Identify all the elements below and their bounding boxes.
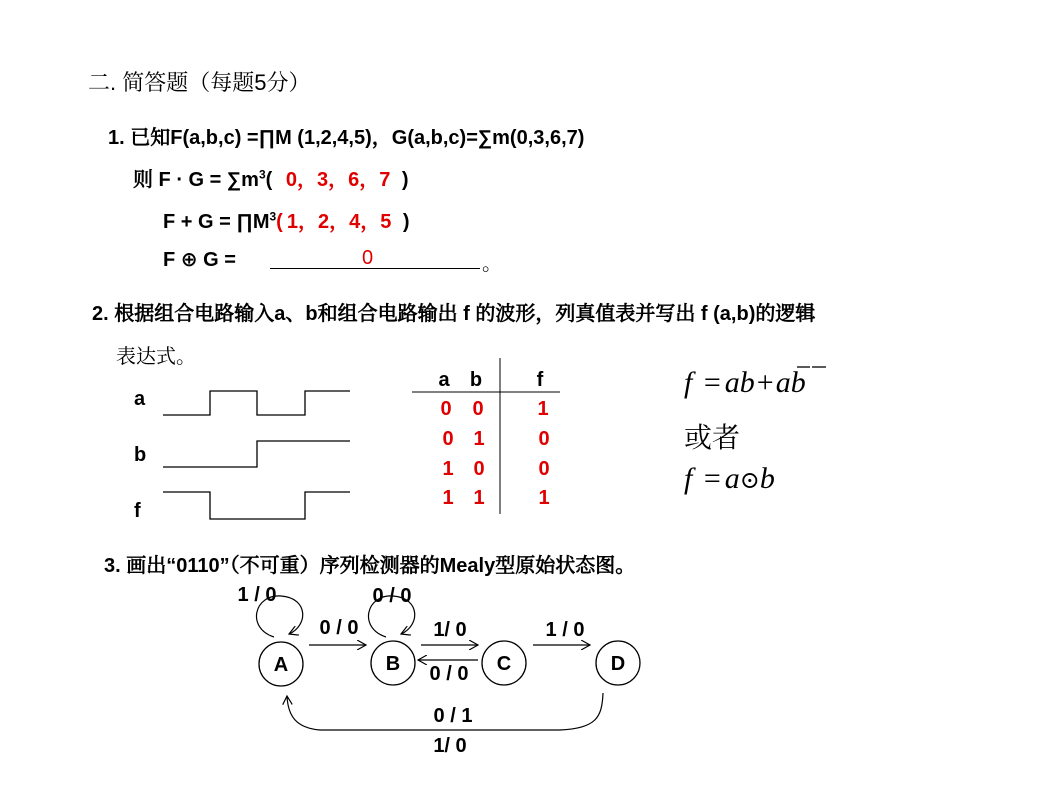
q1-fg-product-label: 则 F · G = ∑m [133,169,259,191]
label-c-to-b: 0 / 0 [429,663,469,685]
waveform-label-f: f [134,500,141,522]
q1-fg-sum-answer: 1，2，4，5 [286,211,392,233]
q3-text: 画出“0110”（不可重）序列检测器的Mealy型原始状态图。 [126,555,636,577]
expr1-term1: ab [724,366,755,399]
truth-cell-r2-a: 1 [442,458,454,480]
truth-cell-r2-b: 0 [473,458,485,480]
q1-fg-xor-suffix: 。 [482,253,502,275]
expression-1 [684,366,806,400]
q3-line [104,549,635,578]
q2-number: 2. [92,303,109,325]
truth-cell-r0-b: 0 [472,398,484,420]
q1-fg-product-open: ( [265,169,273,191]
q1-given: 已知F(a,b,c) =∏M (1,2,4,5)，G(a,b,c)=∑m(0,3,6,7) [130,127,585,149]
label-c-to-d: 1 / 0 [545,619,585,641]
q1-fg-sum-close: ) [402,211,410,233]
state-diagram [238,584,640,757]
q2-line2: 表达式。 [116,346,196,368]
expression-2 [684,462,775,496]
truth-cell-r1-b: 1 [473,428,485,450]
label-b-self: 0 / 0 [372,585,412,607]
truth-cell-r3-a: 1 [442,487,454,509]
q1-fg-sum-label: F + G = ∏M [163,211,270,233]
state-a-label: A [273,654,289,676]
expr1-term2-a: a [775,366,791,399]
q1-fg-sum-sup: 3 [269,209,277,224]
state-b-label: B [385,653,401,675]
expr2-b: b [759,462,775,495]
waveform-a-trace [163,391,350,415]
truth-table-header-a: a [438,369,450,391]
waveform-f-trace [163,492,350,519]
label-a-to-b: 0 / 0 [319,617,359,639]
expr1-eq: = [703,366,721,399]
q1-number: 1. [108,127,125,149]
waveform-f [163,492,350,519]
q1-fg-xor-label: F ⊕ G = [163,249,236,271]
expr2-a: a [724,462,740,495]
q1-fg-product-close: ) [401,169,409,191]
waveform-label-a: a [134,388,146,410]
q3-number: 3. [104,555,121,577]
truth-cell-r0-f: 1 [537,398,549,420]
waveform-label-b: b [134,444,147,466]
truth-cell-r2-f: 0 [538,458,550,480]
waveform-b [163,441,350,467]
truth-cell-r0-a: 0 [440,398,452,420]
label-d-to-a-2: 1/ 0 [433,735,467,757]
section-title-text: 二. 简答题（每题5分） [88,70,311,95]
expr1-plus: + [756,366,774,399]
truth-table-header-b: b [469,369,483,391]
label-b-to-c: 1/ 0 [433,619,467,641]
truth-cell-r3-b: 1 [473,487,485,509]
truth-cell-r1-f: 0 [538,428,550,450]
truth-cell-r1-a: 0 [442,428,454,450]
label-a-self: 1 / 0 [237,584,277,606]
expr1-lhs: f [684,366,693,399]
expr1-term2-b: b [790,366,806,399]
q1-fg-product-answer: 0，3，6，7 [285,169,391,191]
or-text: 或者 [684,423,741,454]
q1-fg-sum-open: ( [276,211,283,233]
q2-text: 根据组合电路输入a、b和组合电路输出 f 的波形，列真值表并写出 f (a,b)的逻辑 [114,303,816,325]
state-d-label: D [610,653,626,675]
q1-fg-product-sup: 3 [258,167,266,182]
truth-table-body [440,398,549,509]
truth-cell-r3-f: 1 [538,487,550,509]
expr2-eq: = [703,462,721,495]
expr2-lhs: f [684,462,693,495]
waveform-b-trace [163,441,350,467]
state-c-label: C [496,653,512,675]
expr2-xnor-op: ⊙ [739,468,760,494]
waveform-a [163,391,350,415]
q1-fg-xor-answer: 0 [362,247,374,269]
label-d-to-a-1: 0 / 1 [433,705,473,727]
truth-table-header-f: f [536,369,544,391]
